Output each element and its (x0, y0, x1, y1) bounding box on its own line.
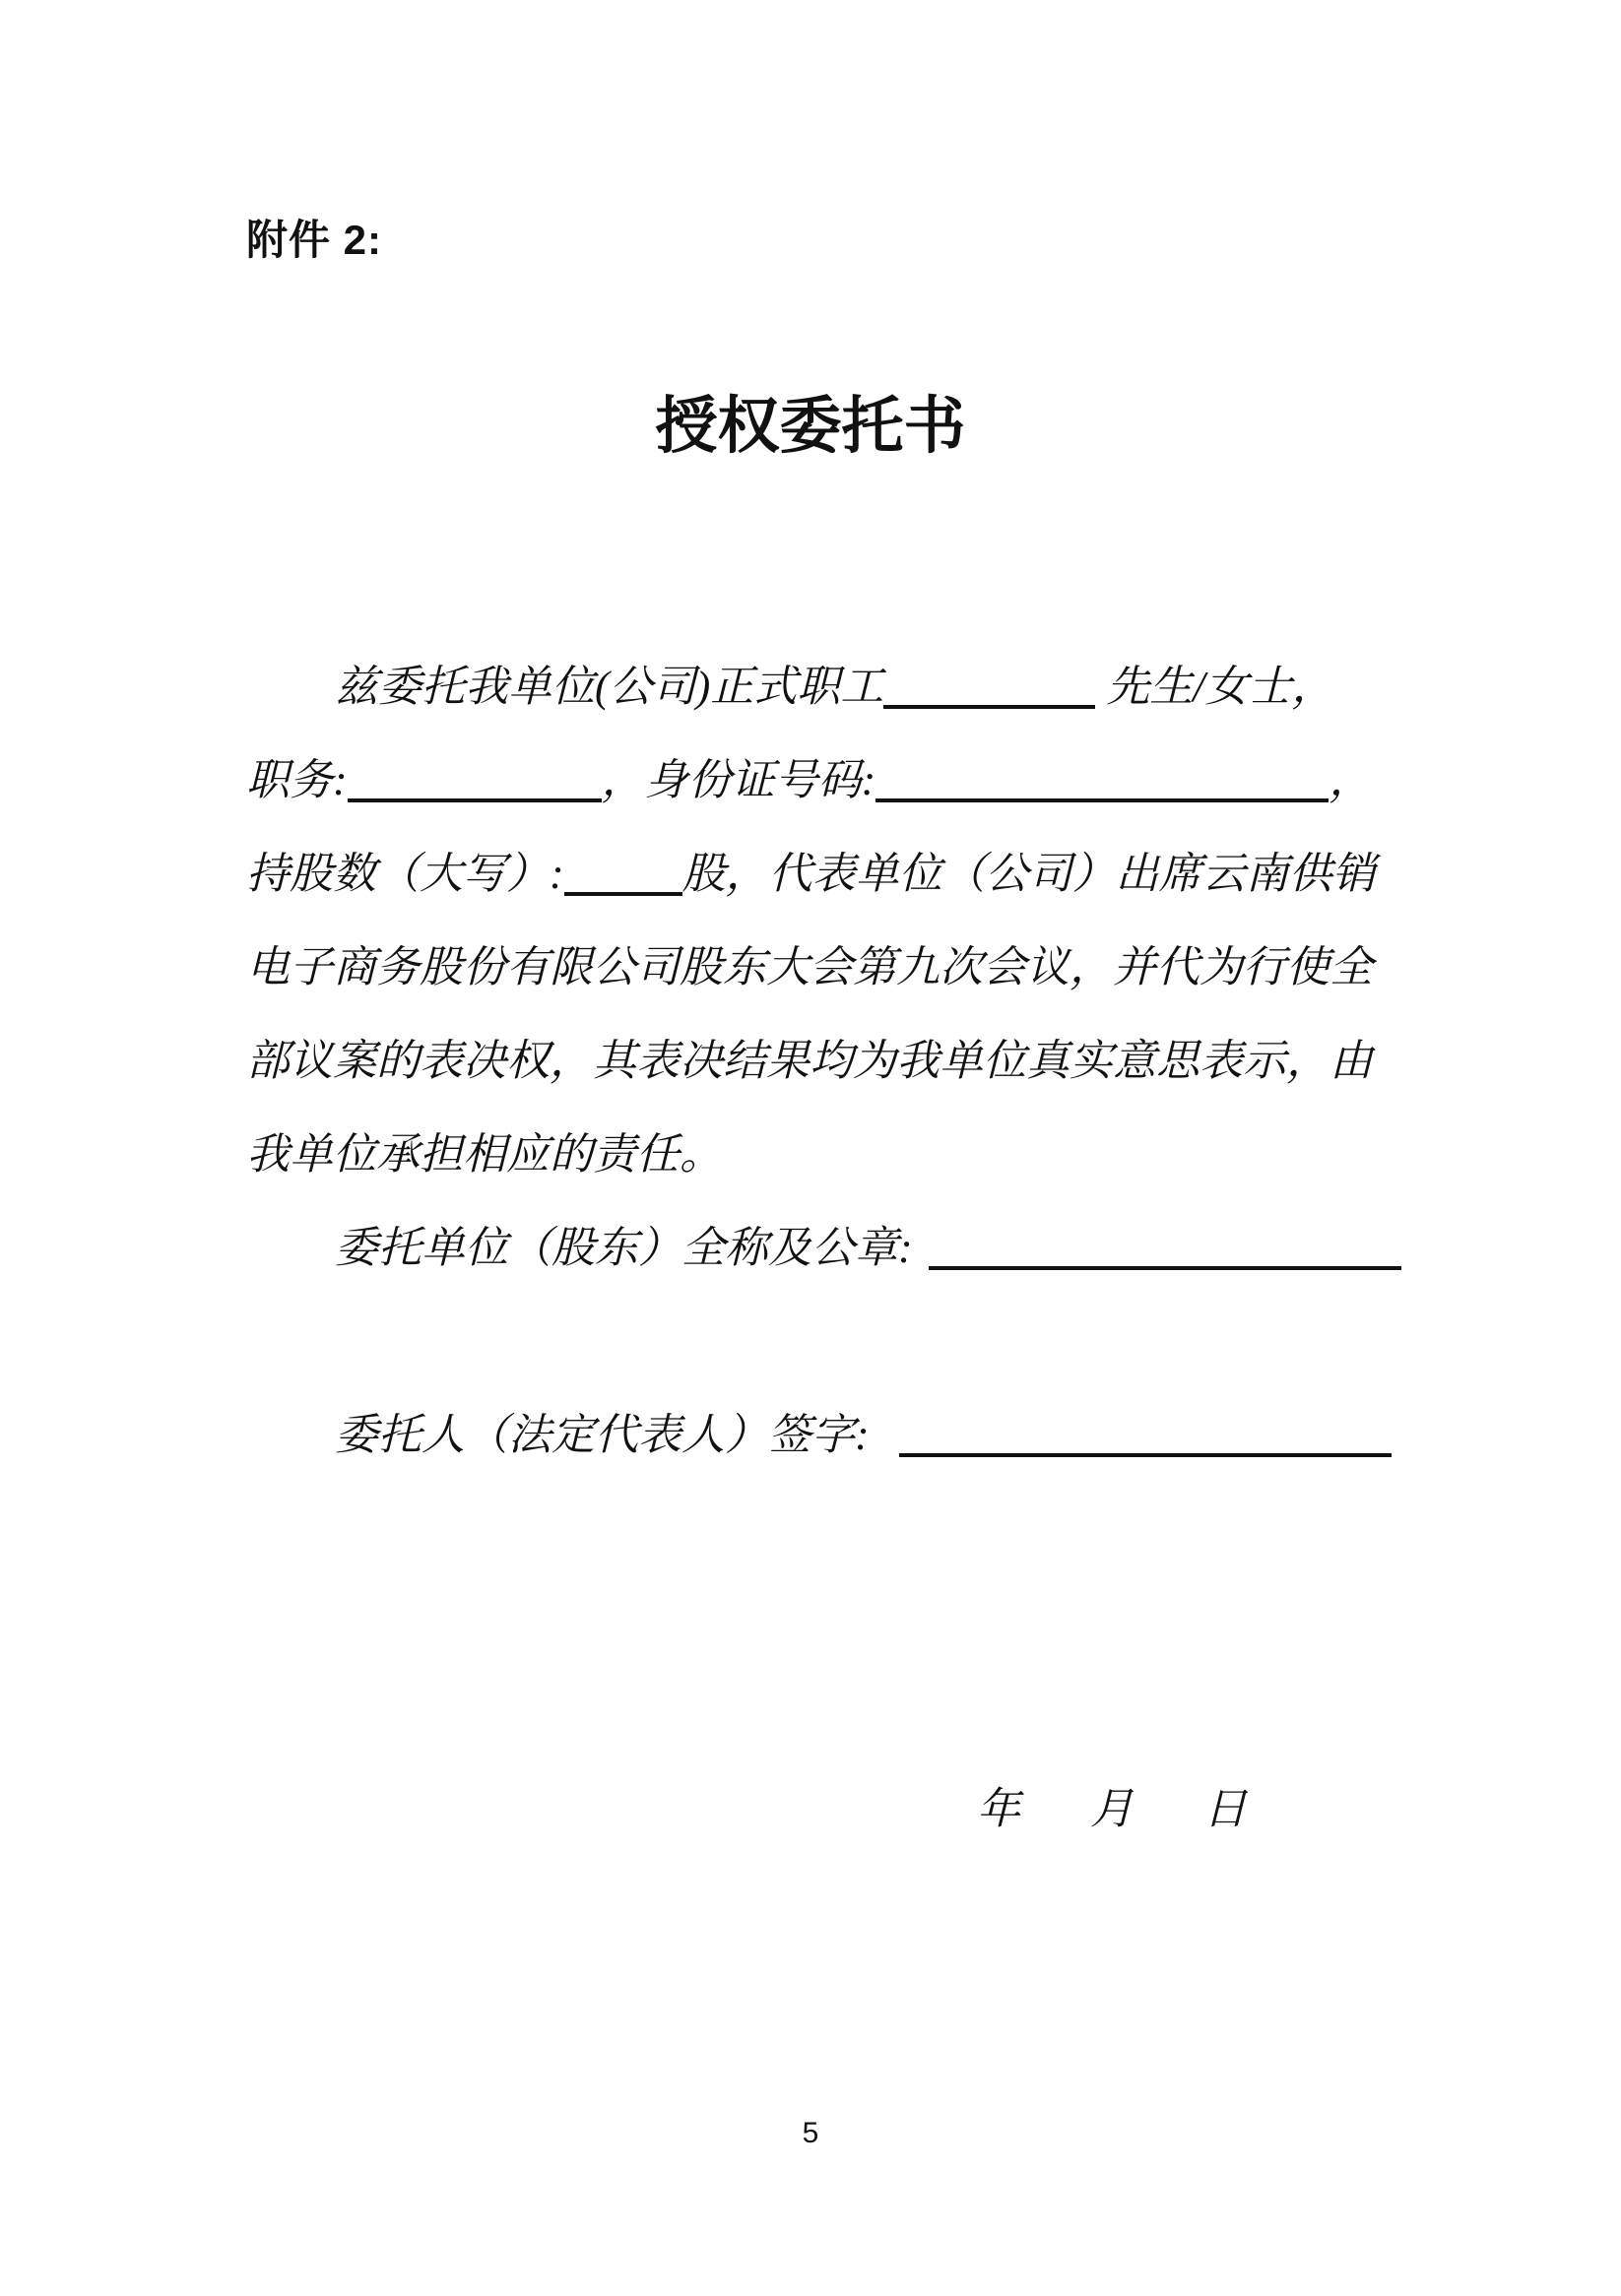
blank-entrusting-unit-seal (929, 1235, 1401, 1270)
date-month-label: 月 (1090, 1785, 1134, 1833)
blank-signature (899, 1422, 1392, 1457)
pre-date-spacer (246, 1482, 1379, 1762)
date-line (246, 1762, 1379, 1856)
date-day-label: 日 (1203, 1785, 1247, 1833)
voting-rights-text: 部议案的表决权，其表决结果均为我单位真实意思表示，由 (246, 1037, 1373, 1085)
entrusting-unit-label: 委托单位（股东）全称及公章: (335, 1224, 913, 1272)
body-line-company (246, 921, 1379, 1014)
shares-label: 持股数（大写）: (246, 850, 564, 898)
id-number-label: ，身份证号码: (601, 756, 876, 804)
line2-trailing-comma: ， (1329, 756, 1373, 804)
blank-share-count (564, 861, 682, 896)
blank-id-number (875, 767, 1329, 802)
body-line-signature (246, 1388, 1379, 1482)
shares-post-text: 股，代表单位（公司）出席云南供销 (681, 850, 1376, 898)
signature-label: 委托人（法定代表人）签字: (335, 1411, 870, 1459)
body-line-voting (246, 1014, 1379, 1108)
entrust-pre-text: 兹委托我单位(公司)正式职工 (335, 663, 884, 711)
document-body (246, 640, 1379, 1856)
attachment-label: 附件 2: (246, 217, 383, 263)
body-line-shares (246, 827, 1379, 921)
date-year-label: 年 (977, 1785, 1020, 1833)
blank-position (348, 767, 602, 802)
position-label: 职务: (246, 756, 348, 804)
body-line-entrusting-unit (246, 1201, 1379, 1295)
body-line-position-id (246, 733, 1379, 827)
body-line-entrust (246, 640, 1379, 733)
blank-line-spacer (246, 1295, 1379, 1388)
document-title: 授权委托书 (655, 392, 966, 461)
body-line-responsibility (246, 1108, 1379, 1201)
responsibility-text: 我单位承担相应的责任。 (246, 1130, 723, 1179)
company-meeting-text: 电子商务股份有限公司股东大会第九次会议，并代为行使全 (246, 943, 1373, 991)
page-number: 5 (802, 2117, 819, 2149)
entrust-post-text: 先生/女士， (1095, 663, 1335, 711)
blank-employee-name (883, 673, 1095, 709)
